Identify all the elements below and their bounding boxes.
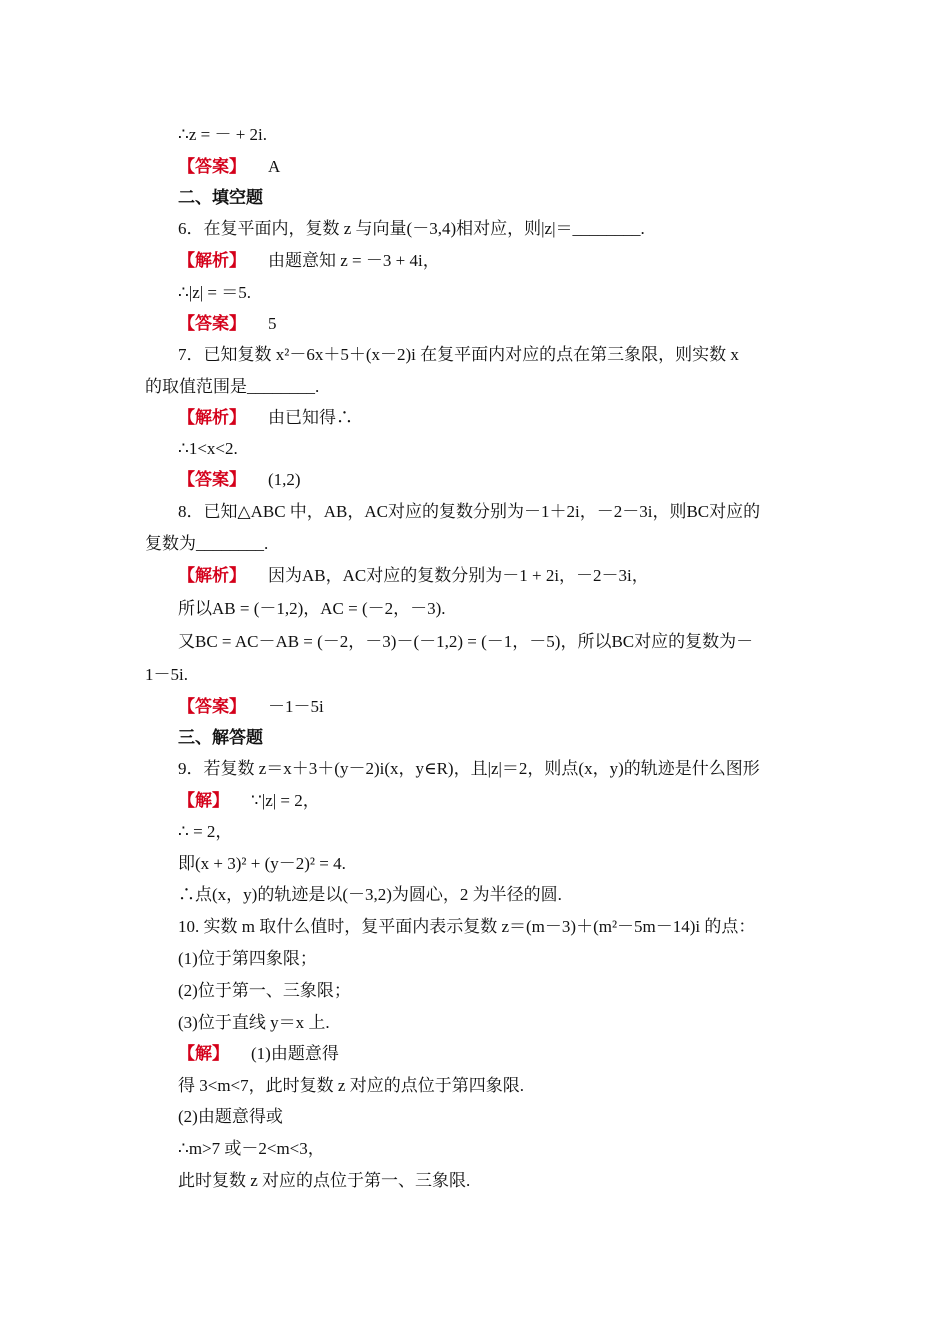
answer-value: －1－5i [268, 697, 324, 716]
answer-tag: 【答案】 [178, 697, 246, 716]
text-line: 得 3<m<7，此时复数 z 对应的点位于第四象限. [178, 1076, 524, 1095]
analysis-tag: 【解析】 [178, 408, 246, 427]
answer-tag: 【答案】 [178, 157, 246, 176]
answer-line [178, 694, 324, 720]
text-line: ∴z = － + 2i. [178, 125, 268, 144]
text-line: ∴点(x，y)的轨迹是以(－3,2)为圆心，2 为半径的圆. [178, 885, 562, 904]
text-line: ∴ = 2， [178, 822, 233, 841]
analysis-line [178, 563, 649, 589]
question-7: 7．已知复数 x²－6x＋5＋(x－2)i 在复平面内对应的点在第三象限，则实数 x [178, 345, 739, 364]
text-line: (2)由题意得或 [178, 1107, 283, 1126]
text-line: ∴1<x<2. [178, 439, 238, 458]
question-6: 6．在复平面内，复数 z 与向量(－3,4)相对应，则|z|＝________. [178, 219, 645, 238]
solution-tag: 【解】 [178, 1044, 229, 1063]
text-line: 又BC = AC－AB = (－2，－3)－(－1,2) = (－1，－5)，所以BC对应的复数为－ [178, 632, 754, 651]
answer-value: A [268, 157, 281, 176]
solution-text: ∵|z| = 2， [251, 791, 320, 810]
answer-line [178, 467, 301, 493]
question-8: 8．已知△ABC 中，AB，AC对应的复数分别为－1＋2i，－2－3i，则BC对应的 [178, 502, 761, 521]
analysis-tag: 【解析】 [178, 251, 246, 270]
analysis-text: 因为AB，AC对应的复数分别为－1 + 2i，－2－3i， [268, 566, 649, 585]
section-heading: 二、填空题 [178, 188, 263, 207]
text-line: ∴|z| = ＝5. [178, 283, 252, 302]
question-10-part: (2)位于第一、三象限； [178, 981, 351, 1000]
question-9: 9．若复数 z＝x＋3＋(y－2)i(x，y∈R)，且|z|＝2，则点(x，y)的轨迹是什么图形 [178, 759, 760, 778]
answer-tag: 【答案】 [178, 314, 246, 333]
question-7-cont: 的取值范围是________. [145, 377, 320, 396]
answer-line [178, 311, 277, 337]
solution-line [178, 788, 320, 814]
solution-text: (1)由题意得 [251, 1044, 339, 1063]
text-line: 即(x + 3)² + (y－2)² = 4. [178, 854, 346, 873]
text-line: ∴m>7 或－2<m<3， [178, 1139, 325, 1158]
question-10-part: (1)位于第四象限； [178, 949, 317, 968]
question-10: 10. 实数 m 取什么值时，复平面内表示复数 z＝(m－3)＋(m²－5m－14)i 的点： [178, 917, 756, 936]
question-8-cont: 复数为________. [145, 534, 269, 553]
solution-tag: 【解】 [178, 791, 229, 810]
section-heading: 三、解答题 [178, 728, 263, 747]
answer-tag: 【答案】 [178, 470, 246, 489]
answer-line [178, 154, 280, 180]
analysis-text: 由已知得∴ [268, 408, 353, 427]
text-line: 1－5i. [145, 665, 188, 684]
analysis-text: 由题意知 z = －3 + 4i， [268, 251, 440, 270]
answer-value: 5 [268, 314, 277, 333]
analysis-line [178, 405, 353, 431]
answer-value: (1,2) [268, 470, 301, 489]
text-line: 所以AB = (－1,2)，AC = (－2，－3). [178, 599, 446, 618]
analysis-line [178, 248, 440, 274]
question-10-part: (3)位于直线 y＝x 上. [178, 1013, 330, 1032]
solution-line [178, 1041, 339, 1067]
text-line: 此时复数 z 对应的点位于第一、三象限. [178, 1171, 471, 1190]
analysis-tag: 【解析】 [178, 566, 246, 585]
